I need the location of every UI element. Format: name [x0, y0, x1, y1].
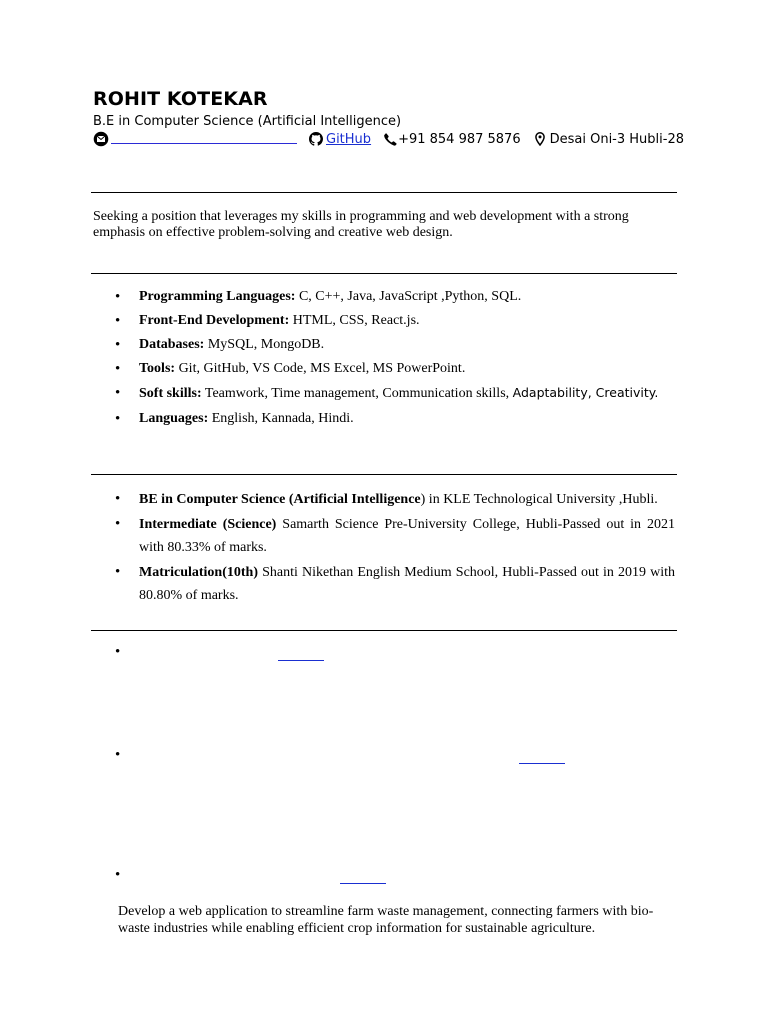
- skills-list: [93, 285, 675, 431]
- email-link[interactable]: [111, 142, 297, 144]
- project-bullet: •: [115, 747, 121, 763]
- project-link[interactable]: [340, 871, 386, 884]
- education-list: [93, 488, 675, 609]
- project-description: Develop a web application to streamline farm waste management, connecting farmers with bio-waste industries while enabling efficient crop information for sustainable agriculture.: [118, 904, 654, 936]
- list-item: • Languages: English, Kannada, Hindi.: [93, 407, 675, 431]
- list-item: • Matriculation(10th) Shanti Nikethan English Medium School, Hubli-Passed out in 2019 with 80.80% of marks.: [93, 561, 675, 607]
- list-item: • Front-End Development: HTML, CSS, React.js.: [93, 309, 675, 333]
- project-bullet: •: [115, 867, 121, 883]
- list-item: • Intermediate (Science) Samarth Science Pre-University College, Hubli-Passed out in 2021 with 80.33% of marks.: [93, 513, 675, 559]
- list-item: • Databases: MySQL, MongoDB.: [93, 333, 675, 357]
- section-divider: [91, 192, 677, 193]
- project-link[interactable]: [278, 648, 324, 661]
- github-link[interactable]: GitHub: [326, 131, 372, 147]
- location-text: Desai Oni-3 Hubli-28: [549, 131, 685, 147]
- list-item: • Programming Languages: C, C++, Java, JavaScript ,Python, SQL.: [93, 285, 675, 309]
- phone-icon: [384, 133, 397, 146]
- section-divider: [91, 630, 677, 631]
- list-item: • Tools: Git, GitHub, VS Code, MS Excel, MS PowerPoint.: [93, 357, 675, 381]
- location-pin-icon: [535, 132, 545, 146]
- phone-number: +91 854 987 5876: [398, 131, 521, 147]
- list-item: • BE in Computer Science (Artificial Intelligence) in KLE Technological University ,Hubli.: [93, 488, 675, 511]
- project-link[interactable]: [519, 751, 565, 764]
- contact-bar: [93, 130, 684, 148]
- project-bullet: •: [115, 644, 121, 660]
- candidate-name: ROHIT KOTEKAR: [93, 88, 268, 110]
- list-item: • Soft skills: Teamwork, Time management, Communication skills, Adaptability, Creativity.: [93, 381, 675, 405]
- section-divider: [91, 273, 677, 274]
- email-icon[interactable]: [93, 131, 109, 147]
- github-icon[interactable]: [309, 132, 323, 146]
- section-divider: [91, 474, 677, 475]
- objective-text: Seeking a position that leverages my skills in programming and web development with a strong emphasis on effective problem-solving and creative web design.: [93, 209, 629, 240]
- degree-line: B.E in Computer Science (Artificial Intelligence): [93, 114, 402, 129]
